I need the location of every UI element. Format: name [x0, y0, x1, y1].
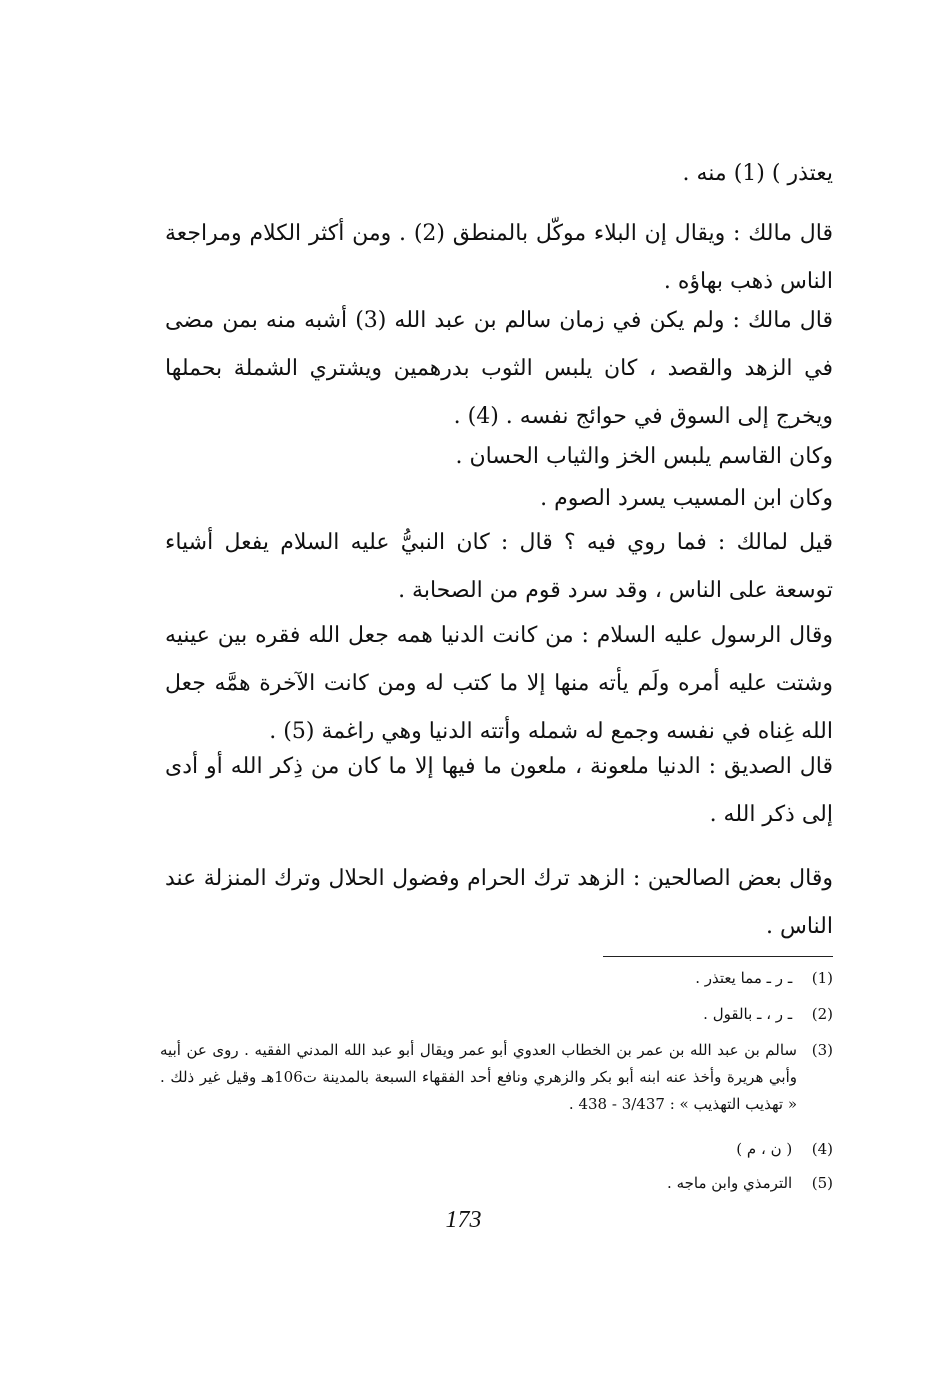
footnote-text: ـ ر ، ـ بالقول . [703, 1005, 793, 1023]
paragraph-7: وقال الرسول عليه السلام : من كانت الدنيا همه جعل الله فقره بين عينيه وشتت عليه أمره ولَم يأته منها إلا ما كتب له ومن كانت الآخرة همَّه جعل الله غِناه في نفسه وجمع له شمله وأتته الدنيا وهي راغمة (5) . [165, 623, 833, 744]
footnote-5 [160, 1170, 833, 1197]
footnote-number: (5) [811, 1174, 833, 1192]
footnote-number: (1) [811, 969, 833, 987]
footnote-text: الترمذي وابن ماجه . [667, 1174, 793, 1192]
footnote-4 [160, 1136, 833, 1163]
footnote-3 [160, 1037, 833, 1118]
paragraph-5: وكان ابن المسيب يسرد الصوم . [540, 486, 833, 511]
footnote-text: سالم بن عبد الله بن عمر بن الخطاب العدوي أبو عمر ويقال أبو عبد الله المدني الفقيه . روى عن أبيه وأبي هريرة وأخذ عنه ابنه أبو بكر والزهري ونافع أحد الفقهاء السبعة بالمدينة ت106هـ وقيل غير ذلك . « تهذيب التهذيب » : 3/437 - 438 . [160, 1041, 798, 1113]
footnote-number: (2) [811, 1005, 833, 1023]
paragraph-4: وكان القاسم يلبس الخز والثياب الحسان . [455, 444, 833, 469]
footnote-text: ـ ر ـ مما يعتذر . [695, 969, 793, 987]
footnote-number: (4) [811, 1140, 833, 1158]
paragraph-9: وقال بعض الصالحين : الزهد ترك الحرام وفضول الحلال وترك المنزلة عند الناس . [165, 866, 833, 939]
footnote-2 [160, 1001, 833, 1028]
paragraph-6: قيل لمالك : فما روي فيه ؟ قال : كان النبيُّ عليه السلام يفعل أشياء توسعة على الناس ، وقد سرد قوم من الصحابة . [165, 530, 833, 603]
page-number: 173 [445, 1207, 482, 1233]
paragraph-3: قال مالك : ولم يكن في زمان سالم بن عبد الله (3) أشبه منه بمن مضى في الزهد والقصد ، كان يلبس الثوب بدرهمين ويشتري الشملة بحملها ويخرج إلى السوق في حوائج نفسه . (4) . [165, 308, 833, 429]
paragraph-2: قال مالك : ويقال إن البلاء موكّل بالمنطق (2) . ومن أكثر الكلام ومراجعة الناس ذهب بهاؤه . [165, 221, 833, 294]
paragraph-1: يعتذر ) (1) منه . [682, 161, 833, 186]
footnote-number: (3) [811, 1041, 833, 1059]
footnote-divider [603, 956, 833, 957]
footnote-1 [160, 965, 833, 992]
footnote-text: ( ن ، م ) [736, 1140, 793, 1158]
paragraph-8: قال الصديق : الدنيا ملعونة ، ملعون ما فيها إلا ما كان من ذِكر الله أو أدى إلى ذكر الله . [165, 754, 833, 827]
